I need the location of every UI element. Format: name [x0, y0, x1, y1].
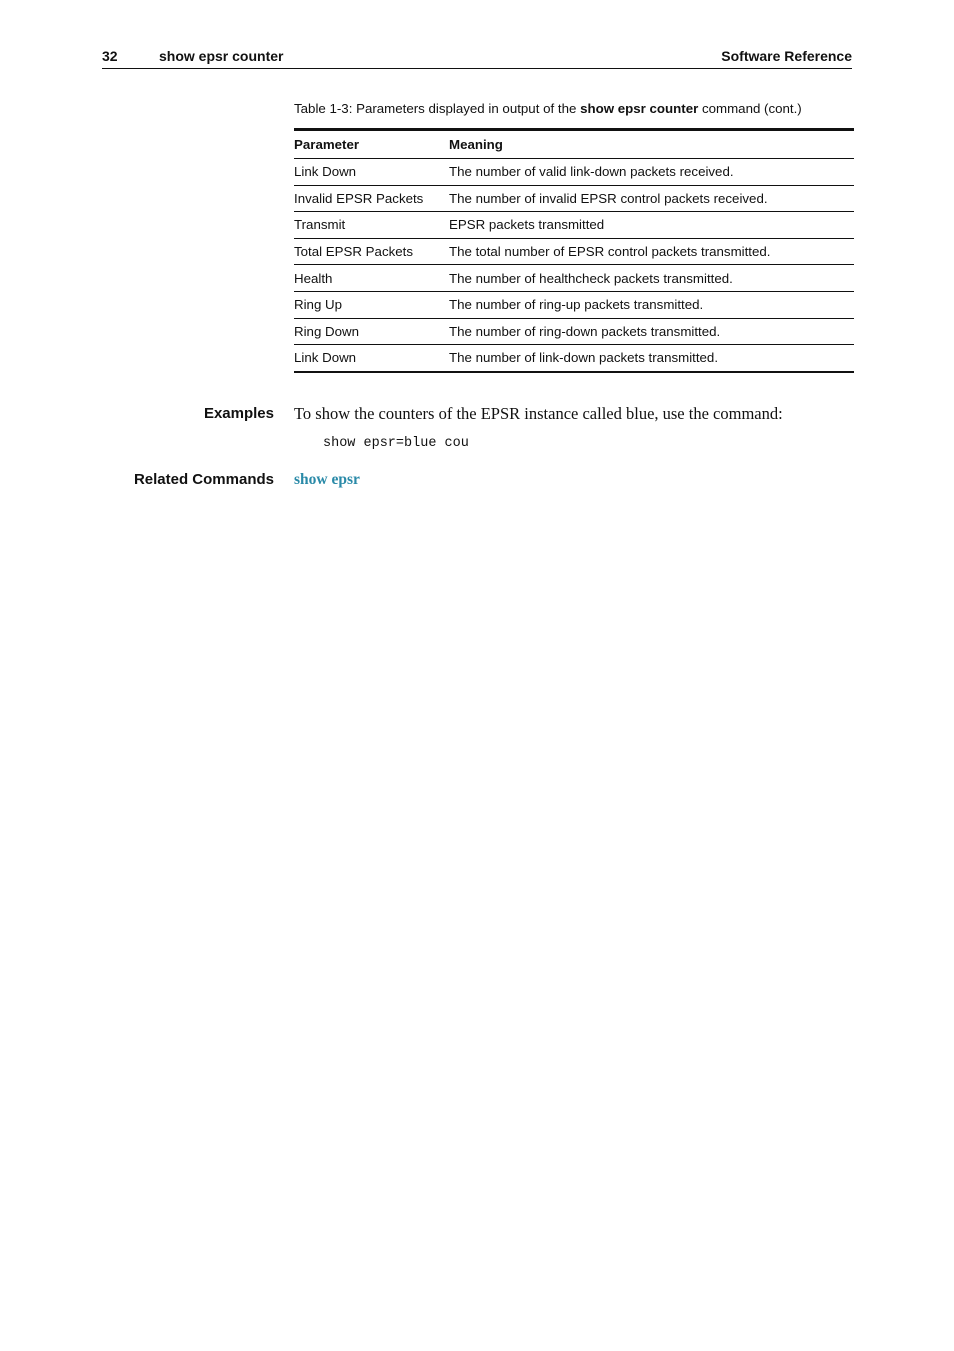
meaning-cell: The number of healthcheck packets transmitted. — [449, 265, 854, 292]
meaning-cell: The number of ring-down packets transmitted. — [449, 318, 854, 345]
examples-heading: Examples — [203, 405, 274, 422]
parameter-cell: Ring Up — [294, 291, 449, 318]
column-header-parameter: Parameter — [294, 130, 449, 159]
parameter-cell: Total EPSR Packets — [294, 238, 449, 265]
table-row — [294, 318, 854, 345]
meaning-cell: The total number of EPSR control packets transmitted. — [449, 238, 854, 265]
table-row — [294, 345, 854, 372]
caption-prefix: Table 1-3: Parameters displayed in output of the — [294, 101, 581, 116]
parameters-table — [294, 128, 854, 373]
header-doc-title: Software Reference — [721, 48, 852, 64]
table-row — [294, 212, 854, 239]
table-header-row — [294, 130, 854, 159]
page-header — [102, 47, 852, 69]
table-row — [294, 291, 854, 318]
meaning-cell: The number of valid link-down packets received. — [449, 159, 854, 186]
table-row — [294, 265, 854, 292]
parameter-cell: Health — [294, 265, 449, 292]
header-command-name: show epsr counter — [159, 48, 284, 64]
examples-text: To show the counters of the EPSR instance called blue, use the command: — [294, 404, 783, 423]
meaning-cell: The number of link-down packets transmitted. — [449, 350, 719, 366]
table-row — [294, 159, 854, 186]
parameter-cell: Transmit — [294, 212, 449, 239]
parameter-cell: Link Down — [294, 350, 357, 366]
meaning-cell: EPSR packets transmitted — [449, 212, 854, 239]
parameter-cell: Invalid EPSR Packets — [294, 185, 449, 212]
parameter-cell: Link Down — [294, 159, 449, 186]
table-row — [294, 185, 854, 212]
caption-command: show epsr counter — [580, 101, 699, 116]
parameter-cell: Ring Down — [294, 318, 449, 345]
related-command-link[interactable]: show epsr — [294, 471, 360, 488]
related-commands-heading: Related Commands — [133, 471, 274, 488]
table-caption — [294, 101, 854, 116]
meaning-cell: The number of ring-up packets transmitted. — [449, 291, 854, 318]
meaning-cell: The number of invalid EPSR control packets received. — [449, 185, 854, 212]
table-row — [294, 238, 854, 265]
column-header-meaning: Meaning — [449, 130, 854, 159]
page-number: 32 — [102, 48, 118, 64]
caption-suffix: command (cont.) — [698, 101, 802, 116]
example-command: show epsr=blue cou — [323, 436, 469, 451]
